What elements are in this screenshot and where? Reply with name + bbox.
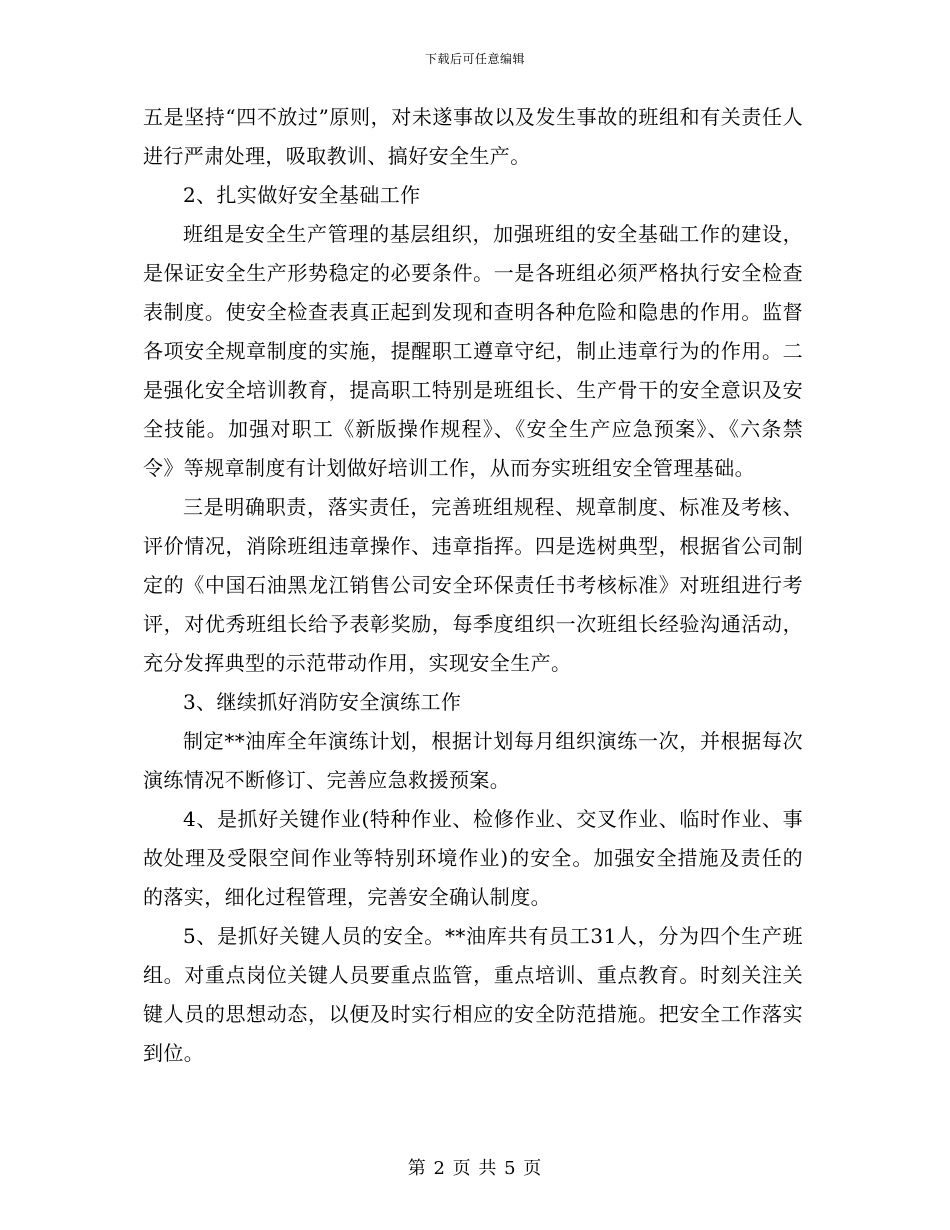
section-heading-3: 3、继续抓好消防安全演练工作 xyxy=(183,690,462,714)
paragraph-team-basics: 班组是安全生产管理的基层组织，加强班组的安全基础工作的建设，是保证安全生产形势稳定的必要条件。一是各班组必须严格执行安全检查表制度。使安全检查表真正起到发现和查明各种危险和隐患的作用。监督各项安全规章制度的实施，提醒职工遵章守纪，制止违章行为的作用。二是强化安全培训教育，提高职工特别是班组长、生产骨干的安全意识及安全技能。加强对职工《新版操作规程》、《安全生产应急预案》、《六条禁令》等规章制度有计划做好培训工作，从而夯实班组安全管理基础。 xyxy=(143,222,803,480)
paragraph-drill-plan: 制定**油库全年演练计划，根据计划每月组织演练一次，并根据每次演练情况不断修订、完善应急救援预案。 xyxy=(143,729,803,792)
paragraph-responsibility: 三是明确职责，落实责任，完善班组规程、规章制度、标准及考核、评价情况，消除班组违章操作、违章指挥。四是选树典型，根据省公司制定的《中国石油黑龙江销售公司安全环保责任书考核标准》对班组进行考评，对优秀班组长给予表彰奖励，每季度组织一次班组长经验沟通活动，充分发挥典型的示范带动作用，实现安全生产。 xyxy=(143,495,803,675)
page-header-note: 下载后可任意编辑 xyxy=(424,52,525,66)
paragraph-key-operations: 4、是抓好关键作业(特种作业、检修作业、交叉作业、临时作业、事故处理及受限空间作业等特别环境作业)的安全。加强安全措施及责任的的落实，细化过程管理，完善安全确认制度。 xyxy=(143,807,803,909)
paragraph-principle: 五是坚持“四不放过”原则，对未遂事故以及发生事故的班组和有关责任人进行严肃处理，吸取教训、搞好安全生产。 xyxy=(143,105,803,168)
page-number: 第 2 页 共 5 页 xyxy=(407,1158,543,1179)
paragraph-key-personnel: 5、是抓好关键人员的安全。**油库共有员工31人，分为四个生产班组。对重点岗位关键人员要重点监管，重点培训、重点教育。时刻关注关键人员的思想动态，以便及时实行相应的安全防范措施。把安全工作落实到位。 xyxy=(143,924,803,1065)
section-heading-2: 2、扎实做好安全基础工作 xyxy=(183,183,421,207)
document-body xyxy=(143,98,803,1073)
